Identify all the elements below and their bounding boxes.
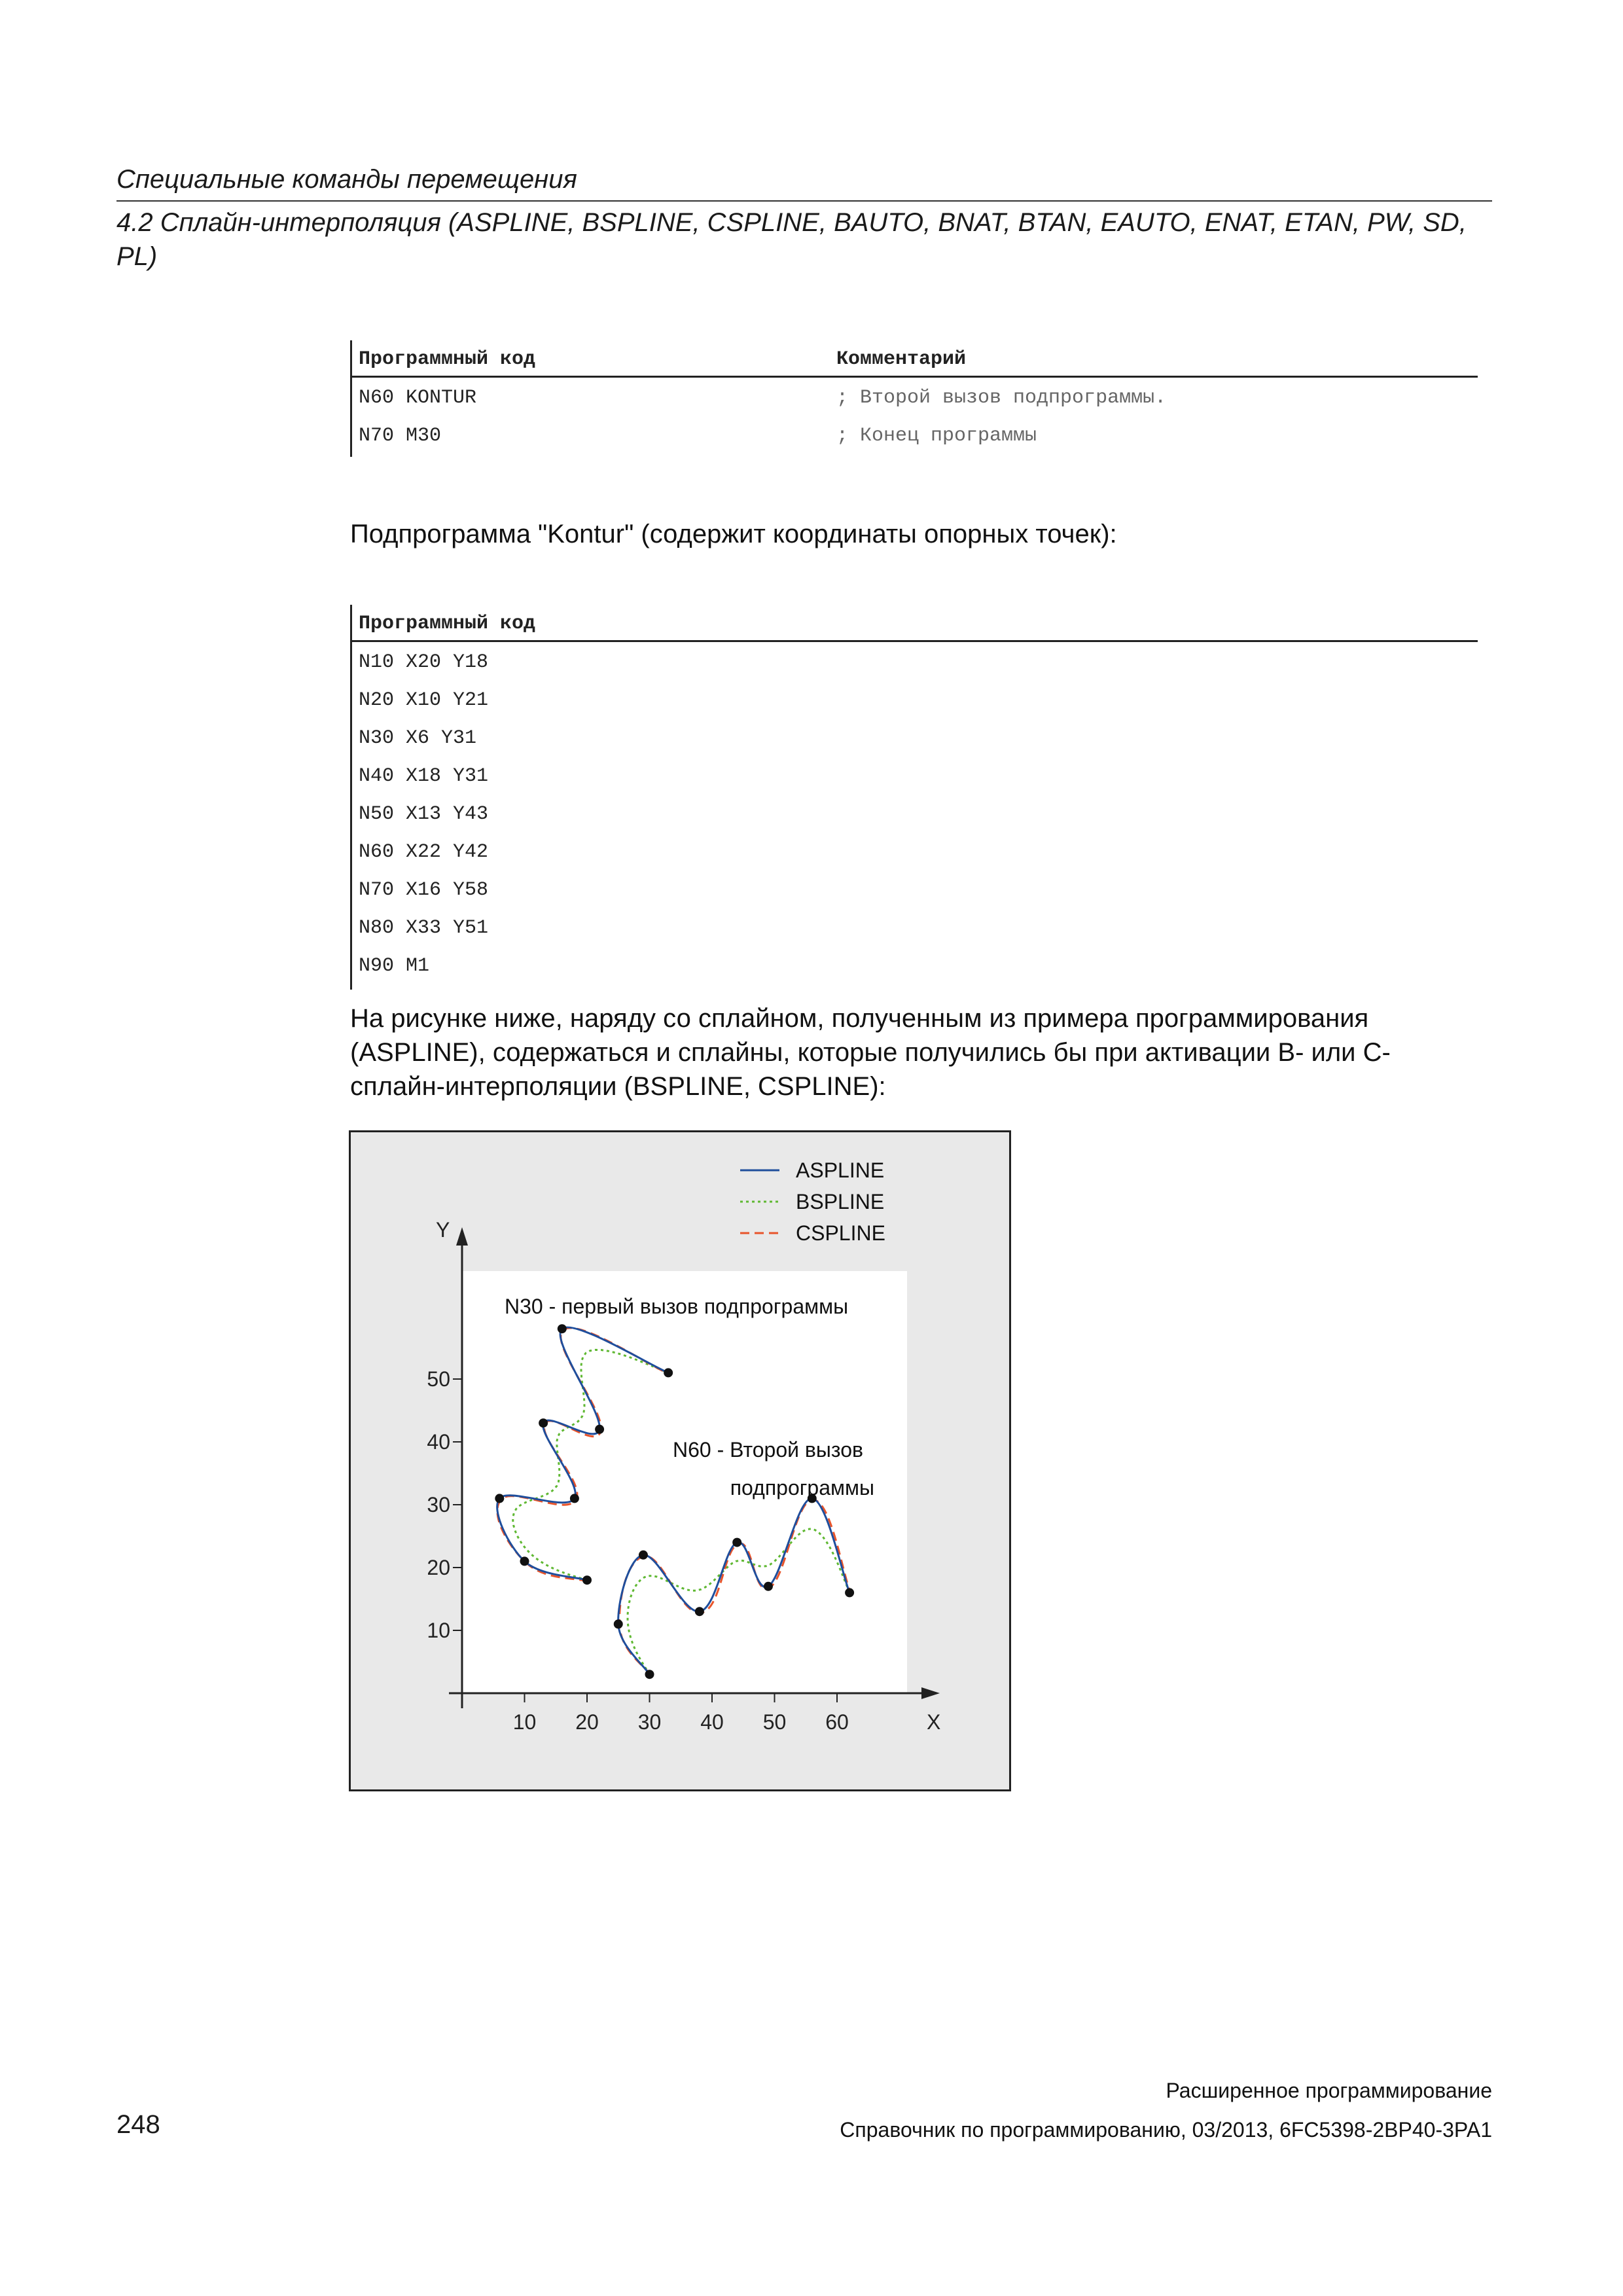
x-tick-label: 20 bbox=[575, 1710, 599, 1734]
support-point bbox=[582, 1575, 592, 1585]
y-axis-label: Y bbox=[436, 1218, 450, 1242]
x-tick-label: 60 bbox=[825, 1710, 849, 1734]
x-tick-label: 30 bbox=[637, 1710, 662, 1734]
legend-label: ASPLINE bbox=[796, 1158, 885, 1182]
x-axis-label: X bbox=[927, 1710, 941, 1734]
y-tick-label: 10 bbox=[427, 1619, 450, 1642]
header-rule bbox=[116, 200, 1492, 202]
column-header-comment: Комментарий bbox=[836, 348, 967, 370]
table-row bbox=[352, 642, 1478, 680]
paragraph-subprogram: Подпрограмма "Kontur" (содержит координаты опорных точек): bbox=[350, 520, 1117, 548]
table-row bbox=[352, 680, 1478, 718]
subsection-title: 4.2 Сплайн-интерполяция (ASPLINE, BSPLINE, CSPLINE, BAUTO, BNAT, BTAN, EAUTO, ENAT, ETAN, PW, SD, PL) bbox=[116, 208, 1467, 271]
x-axis-arrow bbox=[921, 1687, 940, 1699]
footer-book-title: Расширенное программирование bbox=[1166, 2079, 1492, 2102]
support-point bbox=[558, 1324, 567, 1333]
y-tick-label: 20 bbox=[427, 1556, 450, 1579]
code-cell: N60 X22 Y42 bbox=[359, 841, 489, 863]
comment-cell: ; Второй вызов подпрограммы. bbox=[836, 387, 1167, 409]
support-point bbox=[845, 1588, 854, 1597]
support-point bbox=[764, 1582, 773, 1591]
annotation-n30: N30 - первый вызов подпрограммы bbox=[505, 1295, 849, 1318]
code-cell: N70 X16 Y58 bbox=[359, 879, 489, 901]
support-point bbox=[639, 1551, 648, 1560]
support-point bbox=[732, 1538, 741, 1547]
code-cell: N50 X13 Y43 bbox=[359, 803, 489, 825]
table-header-row bbox=[352, 340, 1478, 378]
y-axis-arrow bbox=[456, 1227, 468, 1246]
x-tick-label: 50 bbox=[762, 1710, 787, 1734]
support-point bbox=[495, 1494, 504, 1503]
support-point bbox=[595, 1425, 604, 1434]
code-cell: N20 X10 Y21 bbox=[359, 689, 489, 711]
column-header-code: Программный код bbox=[359, 613, 536, 635]
footer-manual-info: Справочник по программированию, 03/2013, 6FC5398-2BP40-3PA1 bbox=[840, 2118, 1492, 2142]
code-table-main bbox=[350, 340, 1478, 457]
x-tick-label: 10 bbox=[512, 1710, 537, 1734]
table-row bbox=[352, 718, 1478, 756]
support-point bbox=[614, 1619, 623, 1628]
table-header-row bbox=[352, 605, 1478, 642]
y-tick-label: 30 bbox=[427, 1493, 450, 1516]
table-row bbox=[352, 756, 1478, 794]
table-row bbox=[352, 416, 1478, 454]
table-row bbox=[352, 908, 1478, 946]
support-point bbox=[570, 1494, 579, 1503]
spline-chart bbox=[351, 1132, 1009, 1789]
code-cell: N80 X33 Y51 bbox=[359, 917, 489, 939]
table-row bbox=[352, 378, 1478, 416]
support-point bbox=[695, 1607, 704, 1616]
table-row bbox=[352, 794, 1478, 832]
comment-cell: ; Конец программы bbox=[836, 425, 1037, 447]
code-cell: N90 M1 bbox=[359, 955, 430, 977]
annotation-n60-line1: N60 - Второй вызов bbox=[673, 1438, 863, 1462]
code-cell: N10 X20 Y18 bbox=[359, 651, 489, 673]
y-tick-label: 50 bbox=[427, 1367, 450, 1391]
table-row bbox=[352, 832, 1478, 870]
support-point bbox=[539, 1418, 548, 1427]
annotation-n60-line2: подпрограммы bbox=[730, 1476, 874, 1499]
x-tick-label: 40 bbox=[700, 1710, 724, 1734]
legend-label: BSPLINE bbox=[796, 1190, 885, 1213]
spline-figure bbox=[349, 1130, 1011, 1791]
column-header-code: Программный код bbox=[359, 348, 536, 370]
page-number: 248 bbox=[116, 2110, 160, 2139]
support-point bbox=[664, 1368, 673, 1377]
support-point bbox=[520, 1556, 529, 1566]
table-row bbox=[352, 870, 1478, 908]
legend-label: CSPLINE bbox=[796, 1221, 885, 1245]
y-tick-label: 40 bbox=[427, 1430, 450, 1454]
paragraph-figure-intro: На рисунке ниже, наряду со сплайном, полученным из примера программирования (ASPLINE), содержаться и сплайны, которые получились бы при активации B- или C-сплайн-интерполяции (BSPLINE, CSPLINE): bbox=[350, 1004, 1391, 1101]
table-row bbox=[352, 946, 1478, 984]
support-point bbox=[645, 1670, 654, 1679]
code-cell: N70 M30 bbox=[359, 425, 442, 447]
code-table-subprogram bbox=[350, 605, 1478, 990]
code-cell: N60 KONTUR bbox=[359, 387, 477, 409]
section-title: Специальные команды перемещения bbox=[116, 165, 577, 194]
code-cell: N40 X18 Y31 bbox=[359, 765, 489, 787]
code-cell: N30 X6 Y31 bbox=[359, 727, 477, 749]
